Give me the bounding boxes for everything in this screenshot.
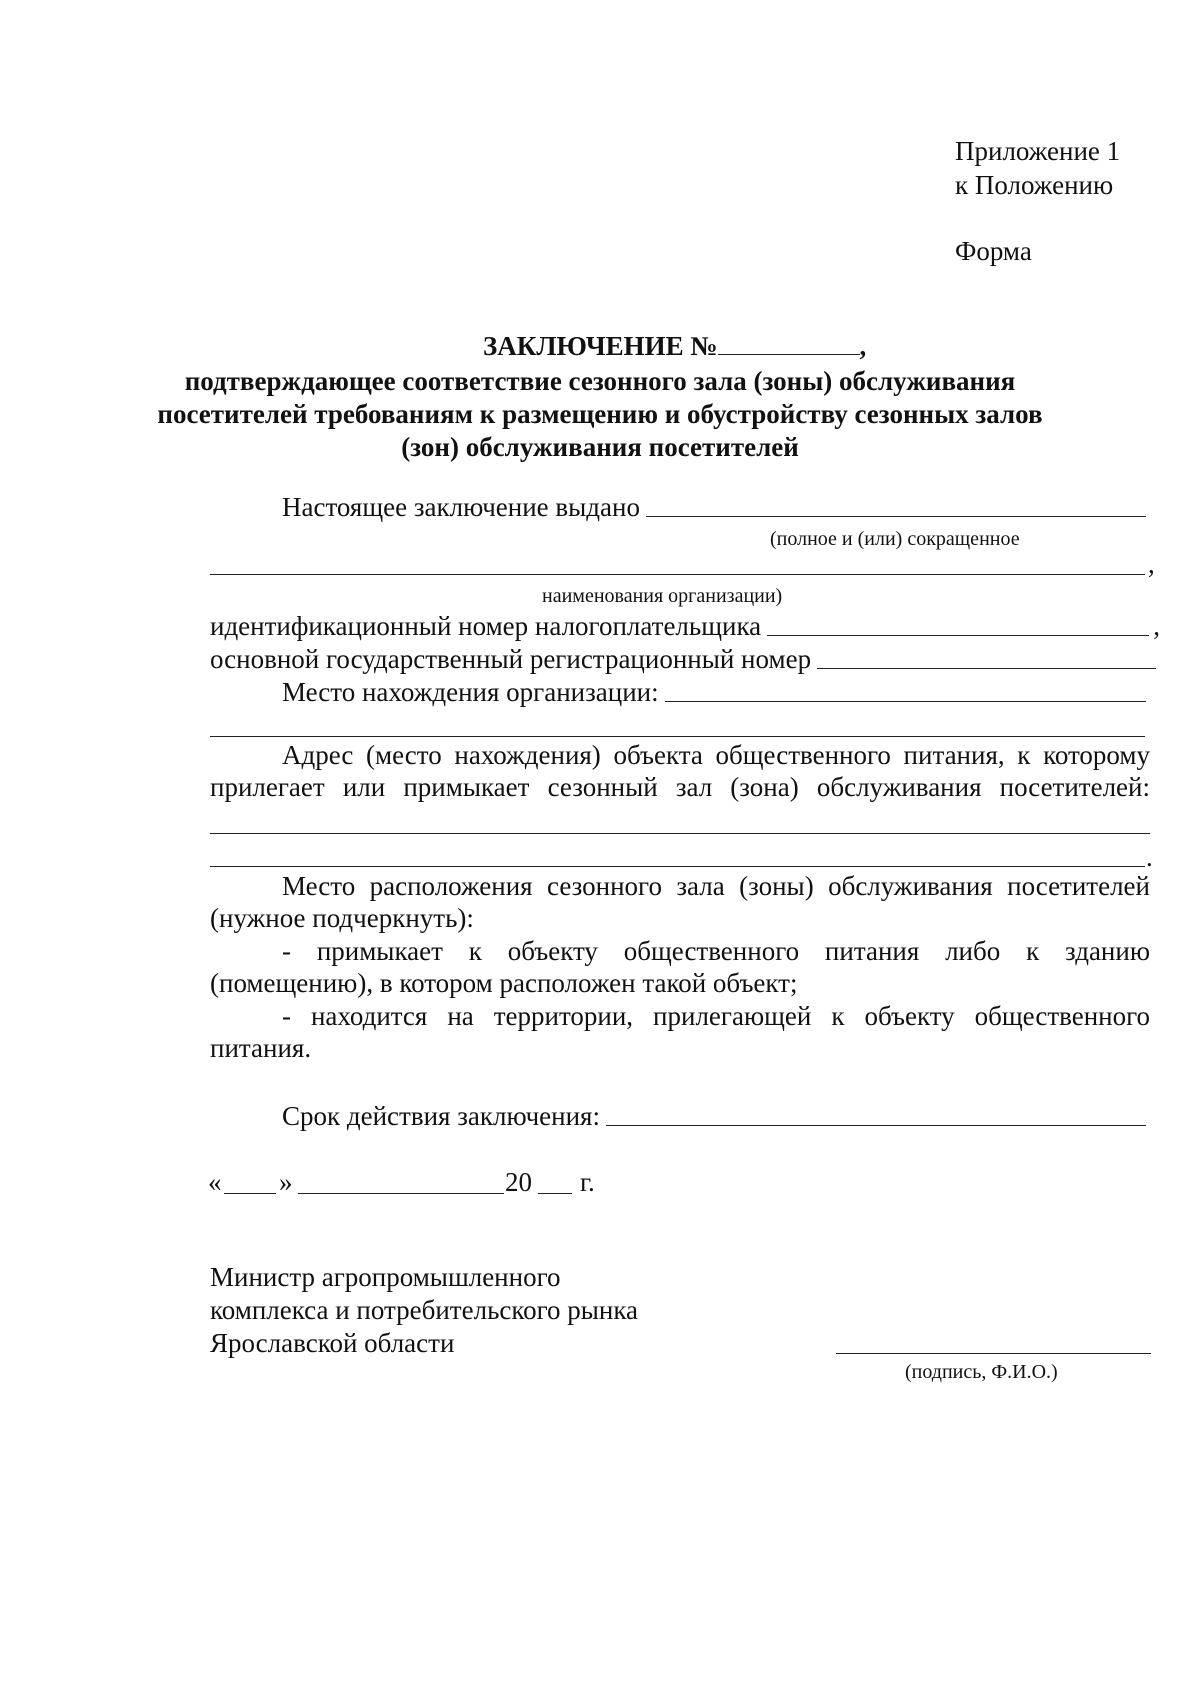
title-line-1: подтверждающее соответствие сезонного зала (зоны) обслуживания — [184, 366, 1016, 396]
regulation-reference: к Положению — [955, 170, 1114, 200]
title-line-2: посетителей требованиям к размещению и обустройству сезонных залов — [157, 399, 1043, 429]
signature-hint: (подпись, Ф.И.О.) — [905, 1361, 1058, 1383]
inn-row — [210, 610, 1160, 642]
signatory-line-2: комплекса и потребительского рынка — [210, 1295, 639, 1325]
date-year-suffix: г. — [580, 1167, 595, 1197]
placement-option-1-line-1: - примыкает к объекту общественного питания либо к зданию — [282, 936, 1150, 966]
location-label: Место нахождения организации: — [282, 677, 659, 707]
date-year-prefix: 20 — [505, 1167, 532, 1197]
issued-to-label: Настоящее заключение выдано — [282, 492, 640, 522]
placement-option-1-line-2: (помещению), в котором расположен такой объект; — [210, 968, 798, 998]
placement-option-2-line-1: - находится на территории, прилегающей к объекту общественного — [282, 1001, 1150, 1031]
ogrn-row — [210, 643, 1160, 675]
date-close-quote: » — [279, 1167, 293, 1197]
issued-to-hint-2: наименования организации) — [542, 585, 783, 607]
date-month-field[interactable] — [298, 1193, 504, 1194]
location-row — [282, 676, 1150, 708]
signatory-line-1: Министр агропромышленного — [210, 1262, 561, 1292]
appendix-label: Приложение 1 — [955, 136, 1121, 166]
placement-line-2: (нужное подчеркнуть): — [210, 903, 474, 933]
validity-row — [282, 1100, 1150, 1132]
location-field-2[interactable] — [210, 736, 1145, 737]
document-title-text: ЗАКЛЮЧЕНИЕ № — [483, 331, 718, 361]
placement-line-1: Место расположения сезонного зала (зоны) обслуживания посетителей — [282, 871, 1150, 901]
address-field-1[interactable] — [210, 833, 1150, 834]
signature-field[interactable] — [836, 1353, 1151, 1354]
validity-field[interactable] — [606, 1125, 1146, 1126]
validity-label: Срок действия заключения: — [282, 1101, 600, 1131]
address-line-2: прилегает или примыкает сезонный зал (зона) обслуживания посетителей: — [210, 772, 1150, 802]
document-title — [483, 330, 866, 362]
issued-to-row — [282, 491, 1150, 523]
ogrn-label: основной государственный регистрационный номер — [210, 644, 812, 674]
issued-to-hint-1: (полное и (или) сокращенное — [770, 528, 1020, 550]
date-day-field[interactable] — [224, 1193, 276, 1194]
issued-to-field-2[interactable] — [210, 574, 1145, 575]
location-field[interactable] — [665, 701, 1146, 702]
date-open-quote: « — [208, 1167, 222, 1197]
title-comma: , — [859, 331, 867, 361]
address-field-2[interactable] — [210, 866, 1145, 867]
form-label: Форма — [955, 236, 1032, 266]
ogrn-field[interactable] — [817, 668, 1156, 669]
inn-comma: , — [1153, 611, 1160, 641]
date-year-field[interactable] — [538, 1193, 572, 1194]
title-number-blank[interactable] — [718, 330, 860, 355]
issued-to-comma: , — [1148, 549, 1155, 579]
title-line-3: (зон) обслуживания посетителей — [401, 432, 799, 462]
inn-label: идентификационный номер налогоплательщика — [210, 611, 762, 641]
issued-to-field[interactable] — [646, 516, 1146, 517]
inn-field[interactable] — [767, 635, 1149, 636]
address-period: . — [1146, 842, 1153, 872]
signatory-line-3: Ярославской области — [210, 1328, 455, 1358]
address-line-1: Адрес (место нахождения) объекта общественного питания, к которому — [282, 740, 1150, 770]
placement-option-2-line-2: питания. — [210, 1033, 312, 1063]
